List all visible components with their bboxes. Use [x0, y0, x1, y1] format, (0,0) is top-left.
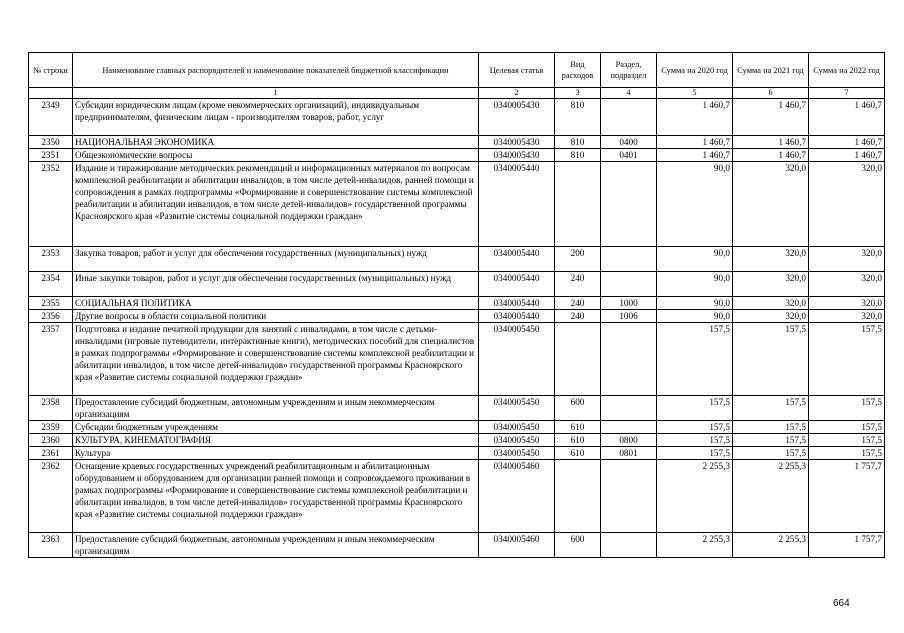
col-header-vid: Вид расходов — [555, 53, 601, 88]
row-sum-2021: 157,5 — [733, 447, 809, 460]
table-row — [29, 396, 885, 421]
row-sum-2022: 157,5 — [809, 447, 885, 460]
budget-table — [28, 52, 885, 558]
row-sum-2021: 320,0 — [733, 297, 809, 310]
row-sum-2022: 157,5 — [809, 434, 885, 447]
row-name: КУЛЬТУРА, КИНЕМАТОГРАФИЯ — [73, 434, 479, 447]
table-row — [29, 99, 885, 136]
row-sum-2022: 320,0 — [809, 297, 885, 310]
col-header-razdel: Раздел, подраздел — [601, 53, 657, 88]
row-sum-2021: 157,5 — [733, 421, 809, 434]
row-sum-2022: 157,5 — [809, 396, 885, 421]
row-sum-2020: 157,5 — [657, 447, 733, 460]
row-name: Издание и тиражирование методических рекомендаций и информационных материалов по вопросам комплексной реабилитации и абилитации инвалидов, в том числе детей-инвалидов, ранней помощи и сопровождения в рамках подпрограммы «Формирование и совершенствование системы комплексной реабилитации и абилитации инвалидов, в том числе детей-инвалидов» государственной программы Красноярского края «Развитие системы социальной поддержки граждан» — [73, 162, 479, 247]
row-expense-type — [555, 162, 601, 247]
row-number: 2353 — [29, 247, 73, 272]
row-target-article: 0340005440 — [479, 162, 555, 247]
row-sum-2022: 1 757,7 — [809, 460, 885, 533]
row-name: Субсидии юридическим лицам (кроме некоммерческих организаций), индивидуальным предпринимателям, физическим лицам - производителям товаров, работ, услуг — [73, 99, 479, 136]
col-index — [29, 88, 73, 99]
col-header-num: № строки — [29, 53, 73, 88]
row-section — [601, 396, 657, 421]
row-target-article: 0340005460 — [479, 460, 555, 533]
row-expense-type: 810 — [555, 99, 601, 136]
row-sum-2022: 1 460,7 — [809, 149, 885, 162]
col-header-sum-2021: Сумма на 2021 год — [733, 53, 809, 88]
row-section: 0401 — [601, 149, 657, 162]
table-row — [29, 460, 885, 533]
row-sum-2021: 320,0 — [733, 162, 809, 247]
page-number: 664 — [833, 598, 850, 609]
col-index: 3 — [555, 88, 601, 99]
row-section: 1000 — [601, 297, 657, 310]
row-name: Предоставление субсидий бюджетным, автономным учреждениям и иным некоммерческим организациям — [73, 533, 479, 558]
row-name: Оснащение краевых государственных учреждений реабилитационным и абилитационным оборудованием и оборудованием для организации ранней помощи и сопровождаемого проживания в рамках подпрограммы «Формирование и совершенствование системы комплексной реабилитации и абилитации инвалидов, в том числе детей-инвалидов» государственной программы Красноярского края «Развитие системы социальной поддержки граждан» — [73, 460, 479, 533]
row-sum-2020: 2 255,3 — [657, 460, 733, 533]
row-name: НАЦИОНАЛЬНАЯ ЭКОНОМИКА — [73, 136, 479, 149]
row-name: Субсидии бюджетным учреждениям — [73, 421, 479, 434]
row-expense-type: 810 — [555, 136, 601, 149]
row-sum-2020: 90,0 — [657, 162, 733, 247]
row-sum-2022: 1 460,7 — [809, 99, 885, 136]
row-expense-type: 610 — [555, 434, 601, 447]
row-section — [601, 323, 657, 396]
row-number: 2362 — [29, 460, 73, 533]
row-section — [601, 460, 657, 533]
col-index: 6 — [733, 88, 809, 99]
row-sum-2020: 1 460,7 — [657, 149, 733, 162]
row-number: 2349 — [29, 99, 73, 136]
row-sum-2020: 90,0 — [657, 247, 733, 272]
row-expense-type: 240 — [555, 297, 601, 310]
table-row — [29, 247, 885, 272]
row-sum-2020: 157,5 — [657, 323, 733, 396]
row-target-article: 0340005440 — [479, 297, 555, 310]
table-row — [29, 323, 885, 396]
row-section — [601, 533, 657, 558]
row-target-article: 0340005450 — [479, 323, 555, 396]
row-section: 1006 — [601, 310, 657, 323]
row-expense-type: 810 — [555, 149, 601, 162]
row-target-article: 0340005430 — [479, 136, 555, 149]
row-target-article: 0340005450 — [479, 447, 555, 460]
col-header-name: Наименование главных распорядителей и наименование показателей бюджетной классификации — [73, 53, 479, 88]
table-row — [29, 162, 885, 247]
row-name: Иные закупки товаров, работ и услуг для обеспечения государственных (муниципальных) нужд — [73, 272, 479, 297]
row-sum-2021: 1 460,7 — [733, 99, 809, 136]
table-row — [29, 434, 885, 447]
col-header-article: Целевая статья — [479, 53, 555, 88]
row-sum-2020: 90,0 — [657, 310, 733, 323]
row-sum-2022: 157,5 — [809, 421, 885, 434]
row-number: 2356 — [29, 310, 73, 323]
row-number: 2358 — [29, 396, 73, 421]
row-target-article: 0340005450 — [479, 396, 555, 421]
row-section — [601, 99, 657, 136]
table-row — [29, 421, 885, 434]
table-row — [29, 297, 885, 310]
header-row — [29, 53, 885, 88]
row-sum-2021: 1 460,7 — [733, 136, 809, 149]
row-sum-2022: 320,0 — [809, 162, 885, 247]
row-target-article: 0340005460 — [479, 533, 555, 558]
row-sum-2022: 320,0 — [809, 310, 885, 323]
col-index: 7 — [809, 88, 885, 99]
row-sum-2022: 1 460,7 — [809, 136, 885, 149]
row-sum-2022: 320,0 — [809, 247, 885, 272]
row-sum-2020: 90,0 — [657, 297, 733, 310]
row-sum-2022: 1 757,7 — [809, 533, 885, 558]
row-sum-2021: 157,5 — [733, 323, 809, 396]
row-expense-type — [555, 460, 601, 533]
row-number: 2354 — [29, 272, 73, 297]
row-section: 0800 — [601, 434, 657, 447]
row-target-article: 0340005440 — [479, 310, 555, 323]
row-sum-2021: 1 460,7 — [733, 149, 809, 162]
row-expense-type: 240 — [555, 272, 601, 297]
row-sum-2020: 157,5 — [657, 421, 733, 434]
row-number: 2360 — [29, 434, 73, 447]
row-name: Общеэкономические вопросы — [73, 149, 479, 162]
row-sum-2021: 320,0 — [733, 272, 809, 297]
row-number: 2357 — [29, 323, 73, 396]
table-row — [29, 310, 885, 323]
col-header-sum-2022: Сумма на 2022 год — [809, 53, 885, 88]
col-index: 5 — [657, 88, 733, 99]
row-sum-2021: 320,0 — [733, 310, 809, 323]
col-index: 2 — [479, 88, 555, 99]
row-sum-2021: 157,5 — [733, 396, 809, 421]
row-sum-2021: 157,5 — [733, 434, 809, 447]
row-target-article: 0340005440 — [479, 272, 555, 297]
row-expense-type — [555, 323, 601, 396]
table-row — [29, 149, 885, 162]
row-sum-2020: 90,0 — [657, 272, 733, 297]
table-row — [29, 447, 885, 460]
row-number: 2361 — [29, 447, 73, 460]
row-name: Культура — [73, 447, 479, 460]
row-section: 0400 — [601, 136, 657, 149]
table-row — [29, 533, 885, 558]
row-number: 2363 — [29, 533, 73, 558]
col-header-sum-2020: Сумма на 2020 год — [657, 53, 733, 88]
row-sum-2022: 157,5 — [809, 323, 885, 396]
row-name: Другие вопросы в области социальной политики — [73, 310, 479, 323]
row-sum-2021: 2 255,3 — [733, 460, 809, 533]
col-index: 4 — [601, 88, 657, 99]
row-expense-type: 610 — [555, 421, 601, 434]
row-number: 2355 — [29, 297, 73, 310]
row-name: Подготовка и издание печатной продукции для занятий с инвалидами, в том числе с детьми-инвалидами (игровые путеводители, интерактивные книги), методических пособий для специалистов в рамках подпрограммы «Формирование и совершенствование системы комплексной реабилитации и абилитации инвалидов, в том числе детей-инвалидов» государственной программы Красноярского края «Развитие системы социальной поддержки граждан» — [73, 323, 479, 396]
row-expense-type: 600 — [555, 396, 601, 421]
row-name: Закупка товаров, работ и услуг для обеспечения государственных (муниципальных) нужд — [73, 247, 479, 272]
row-target-article: 0340005450 — [479, 421, 555, 434]
row-target-article: 0340005430 — [479, 149, 555, 162]
row-sum-2020: 1 460,7 — [657, 99, 733, 136]
table-row — [29, 136, 885, 149]
table-row — [29, 272, 885, 297]
row-number: 2350 — [29, 136, 73, 149]
row-target-article: 0340005430 — [479, 99, 555, 136]
row-expense-type: 600 — [555, 533, 601, 558]
row-target-article: 0340005440 — [479, 247, 555, 272]
row-section — [601, 421, 657, 434]
row-number: 2359 — [29, 421, 73, 434]
row-name: СОЦИАЛЬНАЯ ПОЛИТИКА — [73, 297, 479, 310]
row-section: 0801 — [601, 447, 657, 460]
row-expense-type: 610 — [555, 447, 601, 460]
row-number: 2351 — [29, 149, 73, 162]
row-section — [601, 272, 657, 297]
row-number: 2352 — [29, 162, 73, 247]
row-sum-2020: 2 255,3 — [657, 533, 733, 558]
row-section — [601, 162, 657, 247]
row-expense-type: 240 — [555, 310, 601, 323]
row-sum-2022: 320,0 — [809, 272, 885, 297]
row-sum-2021: 320,0 — [733, 247, 809, 272]
row-expense-type: 200 — [555, 247, 601, 272]
column-index-row — [29, 88, 885, 99]
row-sum-2021: 2 255,3 — [733, 533, 809, 558]
row-target-article: 0340005450 — [479, 434, 555, 447]
row-sum-2020: 157,5 — [657, 434, 733, 447]
row-sum-2020: 157,5 — [657, 396, 733, 421]
row-section — [601, 247, 657, 272]
col-index: 1 — [73, 88, 479, 99]
row-sum-2020: 1 460,7 — [657, 136, 733, 149]
row-name: Предоставление субсидий бюджетным, автономным учреждениям и иным некоммерческим организациям — [73, 396, 479, 421]
